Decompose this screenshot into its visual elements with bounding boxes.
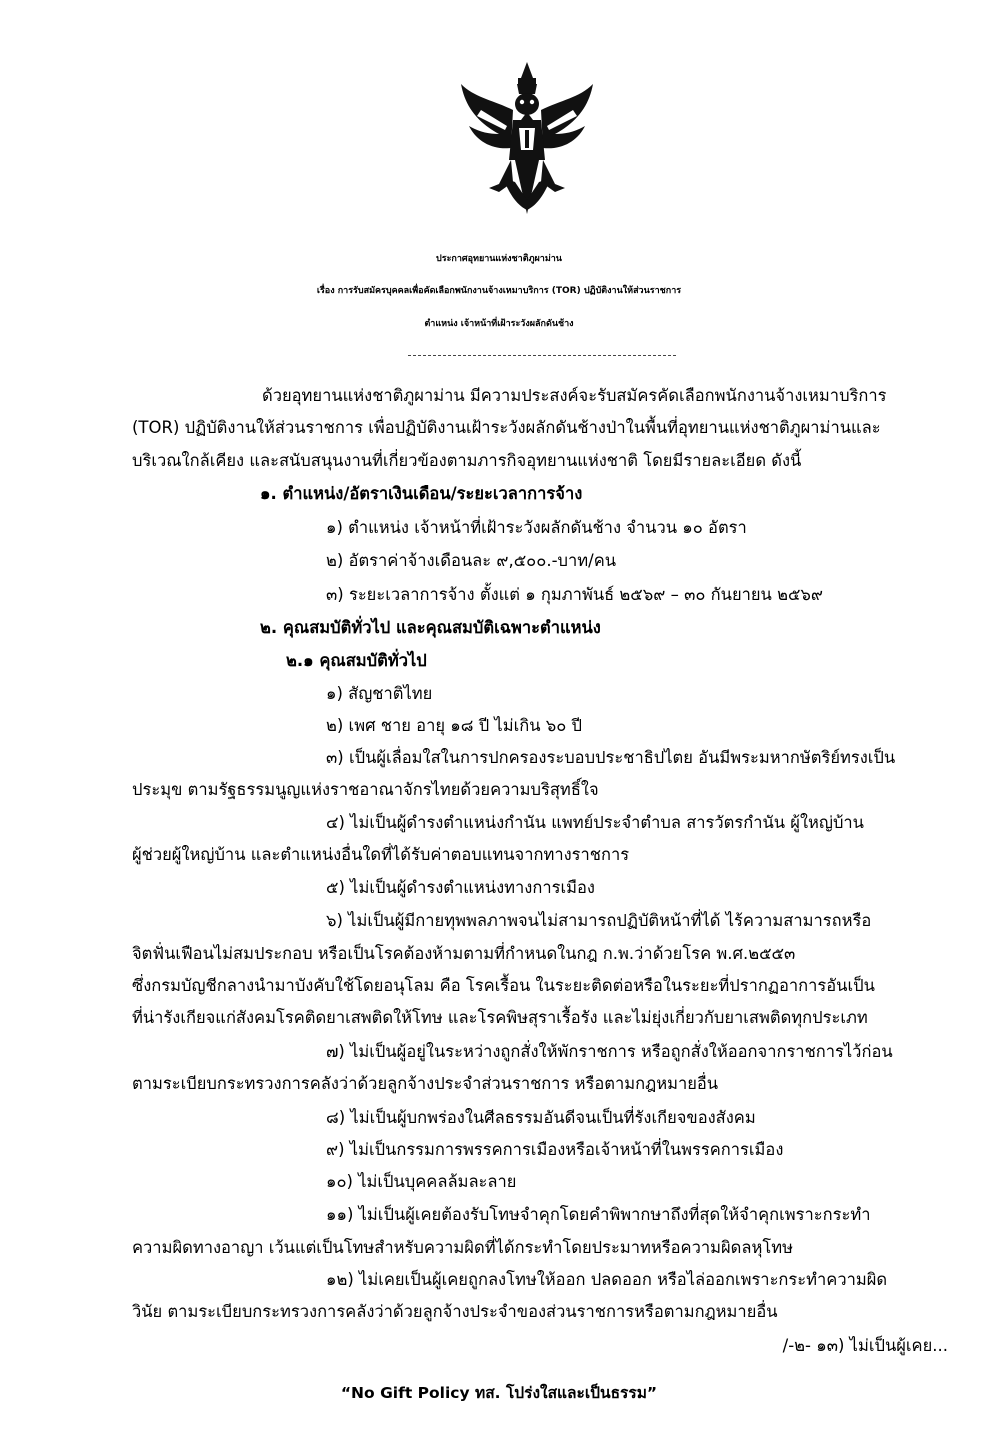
announcement-position: ตำแหน่ง เจ้าหน้าที่เฝ้าระวังผลักดันช้าง — [424, 319, 574, 329]
section-2-1-heading: ๒.๑ คุณสมบัติทั่วไป — [286, 651, 427, 670]
qualification-line: ๑๑) ไม่เป็นผู้เคยต้องรับโทษจำคุกโดยคำพิพากษาถึงที่สุดให้จำคุกเพราะกระทำ — [326, 1205, 871, 1224]
qualification-line: ๒) เพศ ชาย อายุ ๑๘ ปี ไม่เกิน ๖๐ ปี — [326, 716, 583, 735]
qualification-line: ๑๒) ไม่เคยเป็นผู้เคยถูกลงโทษให้ออก ปลดออก หรือไล่ออกเพราะกระทำความผิด — [326, 1270, 888, 1289]
qualification-line: วินัย ตามระเบียบกระทรวงการคลังว่าด้วยลูกจ้างประจำของส่วนราชการหรือตามกฎหมายอื่น — [132, 1302, 778, 1321]
section-1-item: ๓) ระยะเวลาการจ้าง ตั้งแต่ ๑ กุมภาพันธ์ ๒๕๖๙ – ๓๐ กันยายน ๒๕๖๙ — [326, 585, 823, 604]
intro-line: (TOR) ปฏิบัติงานให้ส่วนราชการ เพื่อปฏิบัติงานเฝ้าระวังผลักดันช้างป่าในพื้นที่อุทยานแห่งชาติภูผาม่านและ — [132, 418, 881, 437]
qualification-line: ๔) ไม่เป็นผู้ดำรงตำแหน่งกำนัน แพทย์ประจำตำบล สารวัตรกำนัน ผู้ใหญ่บ้าน — [326, 813, 864, 832]
garuda-emblem-icon — [455, 60, 599, 216]
announcement-subject: เรื่อง การรับสมัครบุคคลเพื่อคัดเลือกพนักงานจ้างเหมาบริการ (TOR) ปฏิบัติงานให้ส่วนราชการ — [316, 286, 682, 296]
qualification-line: ๖) ไม่เป็นผู้มีกายทุพพลภาพจนไม่สามารถปฏิบัติหน้าที่ได้ ไร้ความสามารถหรือ — [326, 911, 872, 930]
qualification-line: ๗) ไม่เป็นผู้อยู่ในระหว่างถูกสั่งให้พักราชการ หรือถูกสั่งให้ออกจากราชการไว้ก่อน — [326, 1042, 893, 1061]
qualification-line: ประมุข ตามรัฐธรรมนูญแห่งราชอาณาจักรไทยด้วยความบริสุทธิ์ใจ — [132, 780, 599, 799]
section-2-heading: ๒. คุณสมบัติทั่วไป และคุณสมบัติเฉพาะตำแหน่ง — [260, 618, 601, 637]
qualification-line: ซึ่งกรมบัญชีกลางนำมาบังคับใช้โดยอนุโลม คือ โรคเรื้อน ในระยะติดต่อหรือในระยะที่ปรากฏอาการอันเป็น — [132, 976, 875, 995]
footer-slogan: “No Gift Policy ทส. โปร่งใสและเป็นธรรม” — [340, 1384, 658, 1402]
section-1-heading: ๑. ตำแหน่ง/อัตราเงินเดือน/ระยะเวลาการจ้าง — [260, 484, 583, 503]
qualification-line: ผู้ช่วยผู้ใหญ่บ้าน และตำแหน่งอื่นใดที่ได้รับค่าตอบแทนจากทางราชการ — [132, 845, 630, 864]
header-divider — [408, 355, 676, 356]
qualification-line: ๙) ไม่เป็นกรรมการพรรคการเมืองหรือเจ้าหน้าที่ในพรรคการเมือง — [326, 1140, 784, 1159]
qualification-line: ๓) เป็นผู้เลื่อมใสในการปกครองระบอบประชาธิปไตย อันมีพระมหากษัตริย์ทรงเป็น — [326, 748, 896, 767]
qualification-line: ตามระเบียบกระทรวงการคลังว่าด้วยลูกจ้างประจำส่วนราชการ หรือตามกฎหมายอื่น — [132, 1074, 719, 1093]
qualification-line: ที่น่ารังเกียจแก่สังคมโรคติดยาเสพติดให้โทษ และโรคพิษสุราเรื้อรัง และไม่ยุ่งเกี่ยวกับยาเสพติดทุกประเภท — [132, 1008, 868, 1027]
qualification-line: ๑) สัญชาติไทย — [326, 684, 433, 703]
qualification-line: ๕) ไม่เป็นผู้ดำรงตำแหน่งทางการเมือง — [326, 878, 595, 897]
intro-line: ด้วยอุทยานแห่งชาติภูผาม่าน มีความประสงค์จะรับสมัครคัดเลือกพนักงานจ้างเหมาบริการ — [262, 386, 887, 405]
qualification-line: ความผิดทางอาญา เว้นแต่เป็นโทษสำหรับความผิดที่ได้กระทำโดยประมาทหรือความผิดลหุโทษ — [132, 1238, 793, 1257]
page-continuation: /-๒- ๑๓) ไม่เป็นผู้เคย... — [782, 1336, 948, 1355]
qualification-line: จิตฟั่นเฟือนไม่สมประกอบ หรือเป็นโรคต้องห้ามตามที่กำหนดในกฎ ก.พ.ว่าด้วยโรค พ.ศ.๒๕๕๓ — [132, 944, 796, 963]
section-1-item: ๑) ตำแหน่ง เจ้าหน้าที่เฝ้าระวังผลักดันช้าง จำนวน ๑๐ อัตรา — [326, 518, 747, 537]
announcement-title: ประกาศอุทยานแห่งชาติภูผาม่าน — [436, 254, 562, 264]
intro-line: บริเวณใกล้เคียง และสนับสนุนงานที่เกี่ยวข้องตามภารกิจอุทยานแห่งชาติ โดยมีรายละเอียด ดังนี้ — [132, 451, 802, 470]
qualification-line: ๑๐) ไม่เป็นบุคคลล้มละลาย — [326, 1172, 517, 1191]
section-1-item: ๒) อัตราค่าจ้างเดือนละ ๙,๕๐๐.-บาท/คน — [326, 551, 617, 570]
qualification-line: ๘) ไม่เป็นผู้บกพร่องในศีลธรรมอันดีจนเป็นที่รังเกียจของสังคม — [326, 1108, 756, 1127]
